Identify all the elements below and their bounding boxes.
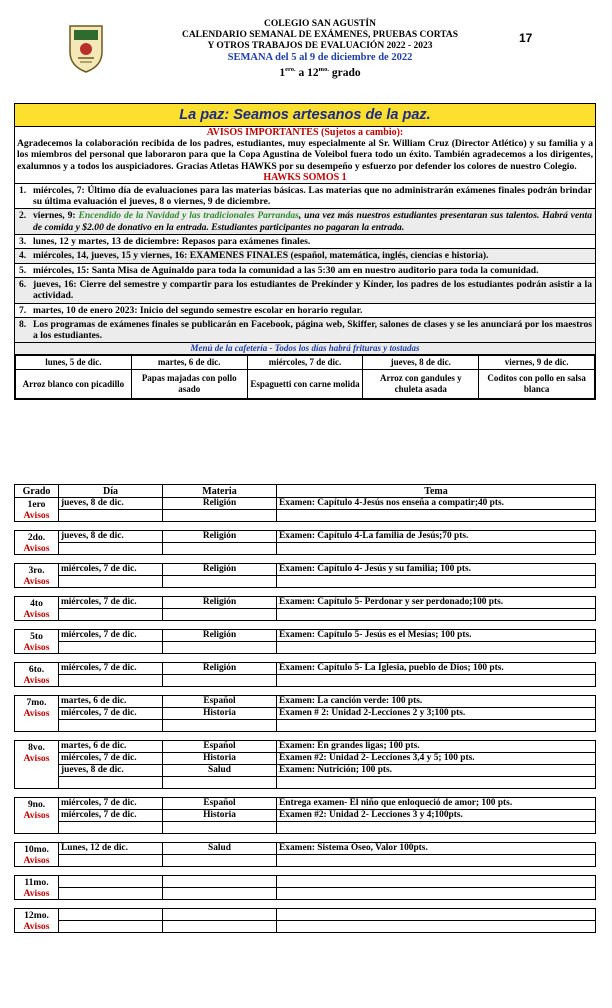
exam-day bbox=[59, 642, 163, 654]
exam-day bbox=[59, 876, 163, 888]
row-separator bbox=[15, 900, 596, 909]
exam-topic bbox=[277, 543, 596, 555]
grade-cell bbox=[15, 498, 59, 522]
table-row bbox=[15, 576, 596, 588]
avisos-label: Avisos bbox=[23, 609, 50, 620]
exam-day bbox=[59, 510, 163, 522]
table-row bbox=[15, 708, 596, 720]
grade-cell bbox=[15, 741, 59, 789]
table-row bbox=[15, 498, 596, 510]
notice-item bbox=[15, 304, 595, 318]
grade-name: 11mo. bbox=[24, 877, 49, 888]
exam-subject: Religión bbox=[163, 498, 277, 510]
exam-subject: Salud bbox=[163, 843, 277, 855]
separator-cell bbox=[15, 789, 596, 798]
avisos-label: Avisos bbox=[23, 576, 50, 587]
row-separator bbox=[15, 789, 596, 798]
notice-item-number: 4. bbox=[19, 250, 27, 262]
exam-topic: Examen: La canción verde: 100 pts. bbox=[277, 696, 596, 708]
cafeteria-menu-title: Menú de la cafetería - Todos los días habrá frituras y tostadas bbox=[15, 343, 595, 355]
row-separator bbox=[15, 654, 596, 663]
exam-topic: Examen #2: Unidad 2- Lecciones 3,4 y 5; 100 pts. bbox=[277, 753, 596, 765]
table-row bbox=[15, 777, 596, 789]
exam-topic bbox=[277, 876, 596, 888]
exam-day: martes, 6 de dic. bbox=[59, 696, 163, 708]
exam-day bbox=[59, 675, 163, 687]
table-row bbox=[15, 510, 596, 522]
exam-topic: Examen: Nutrición; 100 pts. bbox=[277, 765, 596, 777]
grade-cell bbox=[15, 630, 59, 654]
grade-name: 9no. bbox=[27, 799, 46, 810]
separator-cell bbox=[15, 555, 596, 564]
avisos-label: Avisos bbox=[23, 888, 50, 899]
row-separator bbox=[15, 732, 596, 741]
exam-topic bbox=[277, 675, 596, 687]
exam-day bbox=[59, 576, 163, 588]
exam-day: miércoles, 7 de dic. bbox=[59, 708, 163, 720]
table-row bbox=[15, 810, 596, 822]
grade-name: 6to. bbox=[28, 664, 45, 675]
row-separator bbox=[15, 588, 596, 597]
avisos-label: Avisos bbox=[23, 708, 50, 719]
header-line-2: Y OTROS TRABAJOS DE EVALUACIÓN 2022 - 2023 bbox=[207, 41, 433, 51]
avisos-label: Avisos bbox=[23, 642, 50, 653]
exam-subject: Español bbox=[163, 741, 277, 753]
exam-subject: Historia bbox=[163, 810, 277, 822]
exam-topic: Examen: Capítulo 5- Perdonar y ser perdonado;100 pts. bbox=[277, 597, 596, 609]
notice-item-text: Los programas de exámenes finales se publicarán en Facebook, página web, Skiffer, salones de clases y se les anunciará por los maestros a los estudiantes. bbox=[33, 318, 592, 342]
exam-subject bbox=[163, 510, 277, 522]
exam-topic bbox=[277, 609, 596, 621]
menu-dish: Coditos con pollo en salsa blanca bbox=[479, 370, 595, 399]
column-header: Grado bbox=[15, 485, 59, 498]
exam-day: miércoles, 7 de dic. bbox=[59, 597, 163, 609]
avisos-label: Avisos bbox=[23, 810, 50, 821]
exam-topic: Examen: Capítulo 5- Jesús es el Mesías; 100 pts. bbox=[277, 630, 596, 642]
exam-topic bbox=[277, 576, 596, 588]
menu-day-header: jueves, 8 de dic. bbox=[363, 356, 479, 370]
grade-name: 7mo. bbox=[26, 697, 47, 708]
exam-subject: Español bbox=[163, 696, 277, 708]
table-row bbox=[15, 741, 596, 753]
notice-item bbox=[15, 184, 595, 210]
grade-cell bbox=[15, 876, 59, 900]
notice-item-number: 8. bbox=[19, 318, 27, 330]
row-separator bbox=[15, 522, 596, 531]
exam-day: miércoles, 7 de dic. bbox=[59, 798, 163, 810]
separator-cell bbox=[15, 834, 596, 843]
table-row bbox=[15, 564, 596, 576]
exam-day: Lunes, 12 de dic. bbox=[59, 843, 163, 855]
separator-cell bbox=[15, 687, 596, 696]
avisos-label: Avisos bbox=[23, 753, 50, 764]
table-row bbox=[15, 642, 596, 654]
school-name: COLEGIO SAN AGUSTÍN bbox=[264, 19, 376, 29]
avisos-label: Avisos bbox=[23, 921, 50, 932]
exam-subject bbox=[163, 822, 277, 834]
table-row bbox=[15, 855, 596, 867]
notice-item-number: 6. bbox=[19, 278, 27, 290]
table-row bbox=[15, 720, 596, 732]
exam-topic bbox=[277, 909, 596, 921]
notice-item-number: 5. bbox=[19, 264, 27, 276]
separator-cell bbox=[15, 867, 596, 876]
notice-item-number: 3. bbox=[19, 236, 27, 248]
notice-box bbox=[14, 103, 596, 400]
exam-subject bbox=[163, 855, 277, 867]
motto-banner: La paz: Seamos artesanos de la paz. bbox=[15, 104, 595, 127]
notice-item-text: jueves, 16: Cierre del semestre y compartir para los estudiantes de Prekínder y Kínder, los padres de los estudiantes podrán asistir a la actividad. bbox=[33, 278, 592, 302]
exam-subject bbox=[163, 642, 277, 654]
table-row bbox=[15, 675, 596, 687]
grade-cell bbox=[15, 531, 59, 555]
exam-day bbox=[59, 921, 163, 933]
exam-day bbox=[59, 543, 163, 555]
grade-cell bbox=[15, 663, 59, 687]
document-header bbox=[0, 14, 612, 90]
grade-cell bbox=[15, 597, 59, 621]
exam-topic bbox=[277, 921, 596, 933]
notice-item-text: miércoles, 15: Santa Misa de Aguinaldo para toda la comunidad a las 5:30 am en nuestro auditorio para toda la comunidad. bbox=[33, 264, 539, 276]
grade-name: 10mo. bbox=[24, 844, 49, 855]
row-separator bbox=[15, 834, 596, 843]
column-header: Tema bbox=[277, 485, 596, 498]
menu-day-header: martes, 6 de dic. bbox=[131, 356, 247, 370]
table-row bbox=[15, 609, 596, 621]
notice-item-text-part: viernes, 9: bbox=[33, 210, 79, 222]
cafeteria-menu-table bbox=[15, 355, 595, 399]
week-range: SEMANA del 5 al 9 de diciembre de 2022 bbox=[227, 52, 413, 63]
exam-topic bbox=[277, 510, 596, 522]
exam-subject bbox=[163, 576, 277, 588]
grade-cell bbox=[15, 843, 59, 867]
notice-item bbox=[15, 249, 595, 263]
table-row bbox=[15, 543, 596, 555]
exam-day: miércoles, 7 de dic. bbox=[59, 663, 163, 675]
exam-topic bbox=[277, 888, 596, 900]
exam-subject bbox=[163, 609, 277, 621]
grade-cell bbox=[15, 696, 59, 732]
menu-day-header: miércoles, 7 de dic. bbox=[247, 356, 363, 370]
exam-day: miércoles, 7 de dic. bbox=[59, 564, 163, 576]
exam-subject bbox=[163, 909, 277, 921]
grade-range: $1^{ero.}$ a $12^{mo.}$ grado bbox=[279, 66, 361, 79]
exam-day bbox=[59, 855, 163, 867]
notice-item-number: 7. bbox=[19, 304, 27, 316]
table-row bbox=[15, 876, 596, 888]
table-row bbox=[15, 531, 596, 543]
page-number: 17 bbox=[519, 31, 533, 45]
exam-topic: Examen: Capítulo 4- Jesús y su familia; 100 pts. bbox=[277, 564, 596, 576]
column-header: Materia bbox=[163, 485, 277, 498]
exam-day: miércoles, 7 de dic. bbox=[59, 630, 163, 642]
notice-item bbox=[15, 235, 595, 249]
exam-day: martes, 6 de dic. bbox=[59, 741, 163, 753]
notice-item-text: lunes, 12 y martes, 13 de diciembre: Repasos para exámenes finales. bbox=[33, 236, 311, 248]
exam-subject: Religión bbox=[163, 597, 277, 609]
avisos-label: Avisos bbox=[23, 543, 50, 554]
table-row bbox=[15, 798, 596, 810]
grade-name: 12mo. bbox=[24, 910, 49, 921]
school-crest-icon bbox=[66, 22, 106, 74]
exam-day bbox=[59, 720, 163, 732]
exam-subject bbox=[163, 543, 277, 555]
header-text-block bbox=[140, 19, 500, 80]
row-separator bbox=[15, 621, 596, 630]
exam-subject: Historia bbox=[163, 708, 277, 720]
exam-subject bbox=[163, 777, 277, 789]
column-header: Día bbox=[59, 485, 163, 498]
avisos-label: Avisos bbox=[23, 510, 50, 521]
exam-subject: Religión bbox=[163, 663, 277, 675]
notice-item bbox=[15, 209, 595, 235]
notice-item-text bbox=[33, 210, 592, 233]
exam-topic: Examen: Capítulo 4-La familia de Jesús;70 pts. bbox=[277, 531, 596, 543]
grade-name: 4to bbox=[30, 598, 43, 609]
exam-topic: Examen # 2: Unidad 2-Lecciones 2 y 3;100 pts. bbox=[277, 708, 596, 720]
table-row bbox=[15, 663, 596, 675]
exam-subject: Salud bbox=[163, 765, 277, 777]
menu-dish: Arroz blanco con picadillo bbox=[16, 370, 132, 399]
menu-day-header: lunes, 5 de dic. bbox=[16, 356, 132, 370]
table-row bbox=[15, 630, 596, 642]
table-row bbox=[15, 822, 596, 834]
exam-day bbox=[59, 777, 163, 789]
notice-item bbox=[15, 318, 595, 344]
grade-cell bbox=[15, 798, 59, 834]
notice-item-number: 1. bbox=[19, 184, 27, 196]
notice-item-text: miércoles, 7: Último día de evaluaciones para las materias básicas. Las materias que no administrarán exámenes finales podrán brindar su última evaluación el jueves, 8 o viernes, 9 de diciembre. bbox=[33, 184, 592, 208]
table-row bbox=[15, 765, 596, 777]
exam-topic: Examen #2: Unidad 2- Lecciones 3 y 4;100pts. bbox=[277, 810, 596, 822]
avisos-title: AVISOS IMPORTANTES (Sujetos a cambio): bbox=[206, 127, 404, 138]
notice-item-text: martes, 10 de enero 2023: Inicio del segundo semestre escolar en horario regular. bbox=[33, 304, 363, 316]
grade-cell bbox=[15, 564, 59, 588]
exam-topic: Examen: En grandes ligas; 100 pts. bbox=[277, 741, 596, 753]
notice-item-text: miércoles, 14, jueves, 15 y viernes, 16: EXAMENES FINALES (español, matemática, inglés, ciencias e historia). bbox=[33, 250, 489, 262]
exam-topic: Entrega examen- El niño que enloqueció de amor; 100 pts. bbox=[277, 798, 596, 810]
table-row bbox=[15, 696, 596, 708]
exam-day: miércoles, 7 de dic. bbox=[59, 753, 163, 765]
exam-subject bbox=[163, 888, 277, 900]
exam-subject: Religión bbox=[163, 630, 277, 642]
exam-topic: Examen: Sistema Óseo, Valor 100pts. bbox=[277, 843, 596, 855]
table-row bbox=[15, 753, 596, 765]
row-separator bbox=[15, 555, 596, 564]
menu-day-header: viernes, 9 de dic. bbox=[479, 356, 595, 370]
notice-item bbox=[15, 278, 595, 304]
exam-subject: Religión bbox=[163, 564, 277, 576]
separator-cell bbox=[15, 654, 596, 663]
exam-day bbox=[59, 909, 163, 921]
separator-cell bbox=[15, 732, 596, 741]
exam-subject bbox=[163, 876, 277, 888]
exam-topic bbox=[277, 822, 596, 834]
exam-subject: Historia bbox=[163, 753, 277, 765]
exam-topic bbox=[277, 855, 596, 867]
exam-subject bbox=[163, 720, 277, 732]
exam-day: jueves, 8 de dic. bbox=[59, 498, 163, 510]
row-separator bbox=[15, 867, 596, 876]
avisos-paragraph: Agradecemos la colaboración recibida de los padres, estudiantes, muy especialmente al Sr. William Cruz (Director Atlético) y su familia y a los miembros del personal que laboraron para que la Copa Agustina de Voleibol fuera todo un éxito. También agradecemos a los dirigentes, exalumnos y a todos los auspiciadores. Gracias Atletas HAWKS por su desempeño y esfuerzo por defender los colores de nuestro Colegio. bbox=[17, 138, 593, 172]
grade-name: 5to bbox=[30, 631, 43, 642]
exam-day: jueves, 8 de dic. bbox=[59, 531, 163, 543]
table-row bbox=[15, 909, 596, 921]
separator-cell bbox=[15, 522, 596, 531]
separator-cell bbox=[15, 621, 596, 630]
exam-subject bbox=[163, 921, 277, 933]
table-row bbox=[15, 888, 596, 900]
separator-cell bbox=[15, 900, 596, 909]
exam-topic: Examen: Capítulo 5- La Iglesia, pueblo de Dios; 100 pts. bbox=[277, 663, 596, 675]
exam-day: miércoles, 7 de dic. bbox=[59, 810, 163, 822]
hawks-slogan: HAWKS SOMOS 1 bbox=[15, 172, 595, 184]
grade-name: 3ro. bbox=[28, 565, 45, 576]
table-row bbox=[15, 597, 596, 609]
header-line-1: CALENDARIO SEMANAL DE EXÁMENES, PRUEBAS CORTAS bbox=[181, 30, 459, 40]
notice-item bbox=[15, 264, 595, 278]
grade-name: 2do. bbox=[27, 532, 46, 543]
grade-name: 8vo. bbox=[28, 742, 45, 753]
notice-item-text-part: , una vez más nuestros estudiantes presentaran sus talentos. Habrá venta de comida y $2.00 de donativo en la entrada. Estudiantes participantes no pagaran la entrada. bbox=[33, 210, 592, 233]
table-row bbox=[15, 921, 596, 933]
exam-topic bbox=[277, 777, 596, 789]
exam-topic: Examen: Capítulo 4-Jesús nos enseña a compatir;40 pts. bbox=[277, 498, 596, 510]
row-separator bbox=[15, 687, 596, 696]
avisos-label: Avisos bbox=[23, 675, 50, 686]
grade-name: 1ero bbox=[27, 499, 46, 510]
exam-subject bbox=[163, 675, 277, 687]
notice-item-highlight: Encendido de la Navidad y las tradicionales Parrandas bbox=[78, 210, 299, 222]
exam-subject: Español bbox=[163, 798, 277, 810]
exam-topic bbox=[277, 642, 596, 654]
menu-dish: Espaguetti con carne molida bbox=[247, 370, 363, 399]
separator-cell bbox=[15, 588, 596, 597]
exam-day bbox=[59, 888, 163, 900]
menu-dish: Papas majadas con pollo asado bbox=[131, 370, 247, 399]
exam-day bbox=[59, 609, 163, 621]
exam-topic bbox=[277, 720, 596, 732]
exam-subject: Religión bbox=[163, 531, 277, 543]
notice-item-number: 2. bbox=[19, 210, 27, 222]
exam-day: jueves, 8 de dic. bbox=[59, 765, 163, 777]
exam-day bbox=[59, 822, 163, 834]
avisos-label: Avisos bbox=[23, 855, 50, 866]
grade-cell bbox=[15, 909, 59, 933]
exam-schedule-table bbox=[14, 484, 596, 933]
menu-dish: Arroz con gandules y chuleta asada bbox=[363, 370, 479, 399]
table-row bbox=[15, 843, 596, 855]
